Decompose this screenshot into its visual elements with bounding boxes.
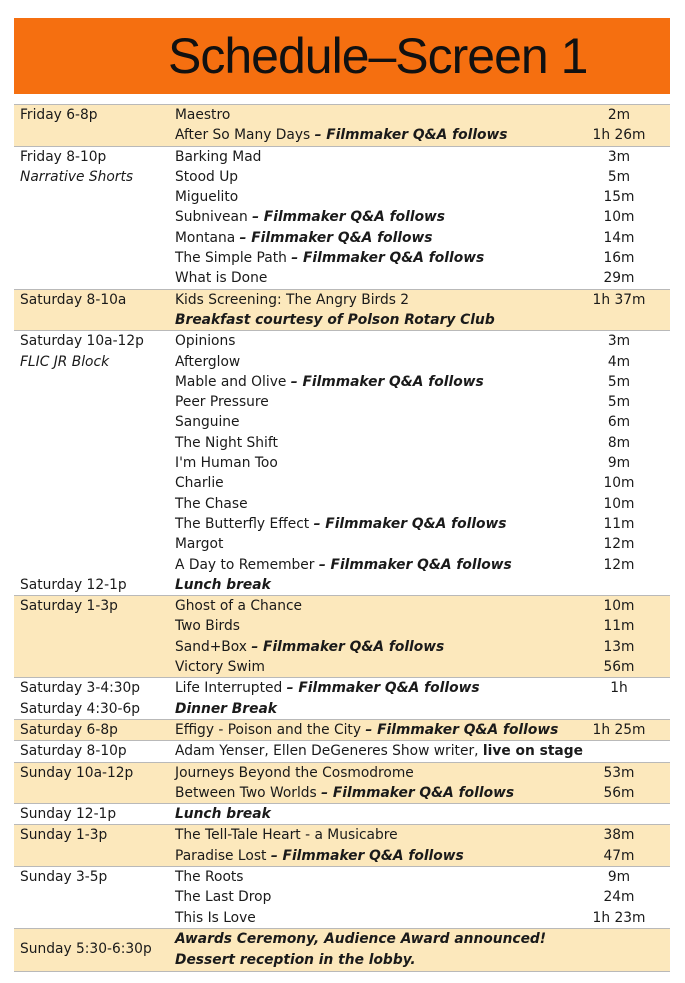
film-title: Adam Yenser, Ellen DeGeneres Show writer, [175, 743, 479, 760]
film-cell [175, 473, 224, 493]
schedule-row [14, 494, 670, 514]
film-cell [175, 248, 484, 268]
film-cell [175, 699, 277, 719]
schedule-row [14, 290, 670, 310]
schedule-row [14, 555, 670, 575]
schedule-row [14, 167, 670, 187]
film-cell [175, 887, 271, 907]
page-title: Schedule–Screen 1 [168, 28, 588, 84]
film-cell [175, 720, 558, 740]
film-title: Mable and Olive [175, 373, 287, 390]
live-note: live on stage [482, 743, 583, 760]
schedule-row [14, 228, 670, 248]
film-duration: 1h 26m [592, 127, 646, 144]
film-duration: 15m [603, 189, 635, 206]
film-title: Victory Swim [175, 659, 265, 676]
film-title: The Night Shift [175, 434, 278, 451]
schedule-block [14, 866, 670, 928]
film-cell [175, 575, 271, 595]
film-duration: 16m [603, 250, 635, 267]
film-cell [175, 804, 271, 824]
film-duration: 9m [607, 868, 631, 885]
film-title: Margot [175, 536, 224, 553]
film-duration: 1h [610, 680, 628, 697]
schedule-block [14, 740, 670, 761]
film-title: Barking Mad [175, 148, 262, 165]
schedule-row [14, 248, 670, 268]
schedule-block [14, 330, 670, 575]
schedule-block [14, 289, 670, 331]
schedule-block [14, 595, 670, 677]
film-title: Effigy - Poison and the City [175, 721, 362, 738]
film-cell [175, 352, 240, 372]
schedule-row [14, 887, 670, 907]
film-cell [175, 783, 514, 803]
schedule-row [14, 596, 670, 616]
event-note: Awards Ceremony, Audience Award announced! [175, 930, 547, 947]
schedule-block [14, 824, 670, 866]
film-duration: 11m [603, 515, 635, 532]
block-subtitle: FLIC JR Block [20, 353, 110, 370]
film-cell [175, 555, 512, 575]
film-duration: 56m [603, 784, 635, 801]
time-slot: Saturday 1-3p [20, 598, 118, 615]
film-title: Miguelito [175, 189, 239, 206]
film-title: Subnivean [175, 209, 248, 226]
film-cell [175, 187, 238, 207]
film-duration: 13m [603, 638, 635, 655]
film-cell [175, 867, 244, 887]
film-cell [175, 105, 230, 125]
schedule-row [14, 637, 670, 657]
film-cell [175, 741, 583, 761]
schedule-row [14, 147, 670, 167]
film-cell [175, 268, 267, 288]
film-duration: 10m [603, 475, 635, 492]
schedule-row [14, 187, 670, 207]
qa-note: – Filmmaker Q&A follows [318, 556, 512, 573]
film-title: This Is Love [175, 909, 256, 926]
film-duration: 1h 37m [592, 291, 646, 308]
schedule-block [14, 928, 670, 972]
schedule-row [14, 372, 670, 392]
qa-note: – Filmmaker Q&A follows [270, 847, 464, 864]
film-cell [175, 514, 507, 534]
film-duration: 56m [603, 659, 635, 676]
event-note: Lunch break [175, 806, 271, 823]
time-slot: Sunday 12-1p [20, 806, 117, 823]
time-slot: Saturday 12-1p [20, 576, 127, 593]
schedule-table [14, 104, 670, 972]
film-cell [175, 825, 398, 845]
film-title: Charlie [175, 475, 224, 492]
schedule-row [14, 867, 670, 887]
film-duration: 6m [607, 414, 631, 431]
time-slot: Sunday 5:30-6:30p [20, 940, 152, 957]
film-duration: 38m [603, 827, 635, 844]
film-duration: 14m [603, 229, 635, 246]
film-title: Two Birds [175, 618, 240, 635]
schedule-row [14, 741, 670, 761]
time-slot: Sunday 3-5p [20, 868, 108, 885]
block-subtitle: Narrative Shorts [20, 168, 134, 185]
schedule-row [14, 331, 670, 351]
event-note: Lunch break [175, 576, 271, 593]
schedule-row [14, 473, 670, 493]
film-duration: 3m [607, 148, 631, 165]
schedule-block [14, 762, 670, 804]
film-title: Opinions [175, 333, 236, 350]
film-duration: 10m [603, 209, 635, 226]
event-note: Dinner Break [175, 700, 277, 717]
qa-note: – Filmmaker Q&A follows [239, 229, 433, 246]
schedule-row [14, 657, 670, 677]
film-title: The Tell-Tale Heart - a Musicabre [175, 827, 398, 844]
film-title: Afterglow [175, 353, 241, 370]
schedule-row [14, 678, 670, 698]
film-cell [175, 908, 256, 928]
film-duration: 5m [607, 373, 631, 390]
schedule-row [14, 825, 670, 845]
film-title: Montana [175, 229, 236, 246]
film-duration: 9m [607, 455, 631, 472]
schedule-row [14, 433, 670, 453]
schedule-row [14, 720, 670, 740]
schedule-row [14, 392, 670, 412]
time-slot: Friday 8-10p [20, 148, 107, 165]
film-cell [175, 929, 546, 950]
film-title: Kids Screening: The Angry Birds 2 [175, 291, 410, 308]
film-title: The Butterfly Effect [175, 515, 310, 532]
film-duration: 2m [607, 107, 631, 123]
film-title: A Day to Remember [175, 556, 315, 573]
time-slot: Friday 6-8p [20, 107, 98, 123]
film-title: Ghost of a Chance [175, 598, 303, 615]
schedule-row [14, 575, 670, 595]
film-cell [175, 494, 248, 514]
schedule-row [14, 453, 670, 473]
qa-note: – Filmmaker Q&A follows [313, 515, 507, 532]
schedule-row [14, 534, 670, 554]
film-duration: 8m [607, 434, 631, 451]
film-cell [175, 846, 464, 866]
film-cell [175, 678, 480, 698]
qa-note: – Filmmaker Q&A follows [252, 209, 446, 226]
schedule-row [14, 846, 670, 866]
film-duration: 10m [603, 495, 635, 512]
film-duration: 1h 25m [592, 721, 646, 738]
schedule-block [14, 575, 670, 595]
schedule-row [14, 950, 670, 971]
film-title: Stood Up [175, 168, 239, 185]
qa-note: – Filmmaker Q&A follows [321, 784, 515, 801]
film-cell [175, 125, 508, 145]
film-cell [175, 596, 302, 616]
film-cell [175, 412, 240, 432]
film-cell [175, 616, 240, 636]
qa-note: – Filmmaker Q&A follows [286, 680, 480, 697]
schedule-row [14, 125, 670, 145]
film-title: After So Many Days [175, 127, 311, 144]
time-slot: Saturday 8-10p [20, 743, 127, 760]
qa-note: – Filmmaker Q&A follows [290, 373, 484, 390]
film-title: I'm Human Too [175, 455, 278, 472]
event-note: Breakfast courtesy of Polson Rotary Club [175, 311, 495, 328]
film-cell [175, 228, 432, 248]
film-cell [175, 657, 265, 677]
film-title: Sanguine [175, 414, 240, 431]
time-slot: Saturday 3-4:30p [20, 680, 141, 697]
time-slot: Sunday 1-3p [20, 827, 108, 844]
film-cell [175, 392, 269, 412]
film-duration: 3m [607, 333, 631, 350]
film-duration: 5m [607, 168, 631, 185]
qa-note: – Filmmaker Q&A follows [314, 127, 508, 144]
film-title: Peer Pressure [175, 394, 269, 411]
schedule-row [14, 352, 670, 372]
time-slot: Saturday 4:30-6p [20, 700, 141, 717]
film-duration: 12m [603, 536, 635, 553]
qa-note: – Filmmaker Q&A follows [291, 250, 485, 267]
schedule-row [14, 514, 670, 534]
film-duration: 11m [603, 618, 635, 635]
schedule-block [14, 719, 670, 740]
film-title: Paradise Lost [175, 847, 267, 864]
schedule-row [14, 310, 670, 330]
schedule-row [14, 929, 670, 957]
film-title: The Chase [175, 495, 248, 512]
film-title: Life Interrupted [175, 680, 283, 697]
film-cell [175, 950, 416, 971]
schedule-block [14, 803, 670, 824]
schedule-row [14, 763, 670, 783]
film-duration: 4m [607, 353, 631, 370]
film-cell [175, 534, 223, 554]
film-title: What is Done [175, 270, 268, 287]
film-cell [175, 331, 235, 351]
schedule-row [14, 908, 670, 928]
film-duration: 53m [603, 764, 635, 781]
schedule-row [14, 616, 670, 636]
schedule-block [14, 699, 670, 719]
film-cell [175, 433, 278, 453]
schedule-block [14, 146, 670, 289]
film-title: The Simple Path [175, 250, 287, 267]
film-duration: 5m [607, 394, 631, 411]
film-duration: 47m [603, 847, 635, 864]
schedule-row [14, 699, 670, 719]
schedule-row [14, 105, 670, 125]
schedule-row [14, 412, 670, 432]
film-cell [175, 637, 444, 657]
film-cell [175, 167, 238, 187]
schedule-row [14, 804, 670, 824]
film-cell [175, 147, 261, 167]
film-title: The Last Drop [175, 889, 272, 906]
film-title: Sand+Box [175, 638, 247, 655]
schedule-block [14, 677, 670, 698]
film-duration: 24m [603, 889, 635, 906]
schedule-row [14, 783, 670, 803]
film-duration: 12m [603, 556, 635, 573]
film-duration: 1h 23m [592, 909, 646, 926]
film-title: Journeys Beyond the Cosmodrome [175, 764, 414, 781]
qa-note: – Filmmaker Q&A follows [251, 638, 445, 655]
qa-note: – Filmmaker Q&A follows [365, 721, 559, 738]
schedule-row [14, 268, 670, 288]
time-slot: Saturday 8-10a [20, 291, 127, 308]
film-title: Between Two Worlds [175, 784, 317, 801]
schedule-block [14, 104, 670, 146]
film-duration: 29m [603, 270, 635, 287]
film-cell [175, 372, 484, 392]
film-cell [175, 310, 495, 330]
schedule-row [14, 207, 670, 227]
event-note: Dessert reception in the lobby. [175, 951, 416, 968]
time-slot: Saturday 10a-12p [20, 333, 144, 350]
film-cell [175, 453, 278, 473]
film-title: The Roots [175, 868, 244, 885]
film-title: Maestro [175, 107, 231, 123]
film-duration: 10m [603, 598, 635, 615]
time-slot: Saturday 6-8p [20, 721, 118, 738]
film-cell [175, 290, 409, 310]
film-cell [175, 207, 445, 227]
time-slot: Sunday 10a-12p [20, 764, 134, 781]
film-cell [175, 763, 414, 783]
